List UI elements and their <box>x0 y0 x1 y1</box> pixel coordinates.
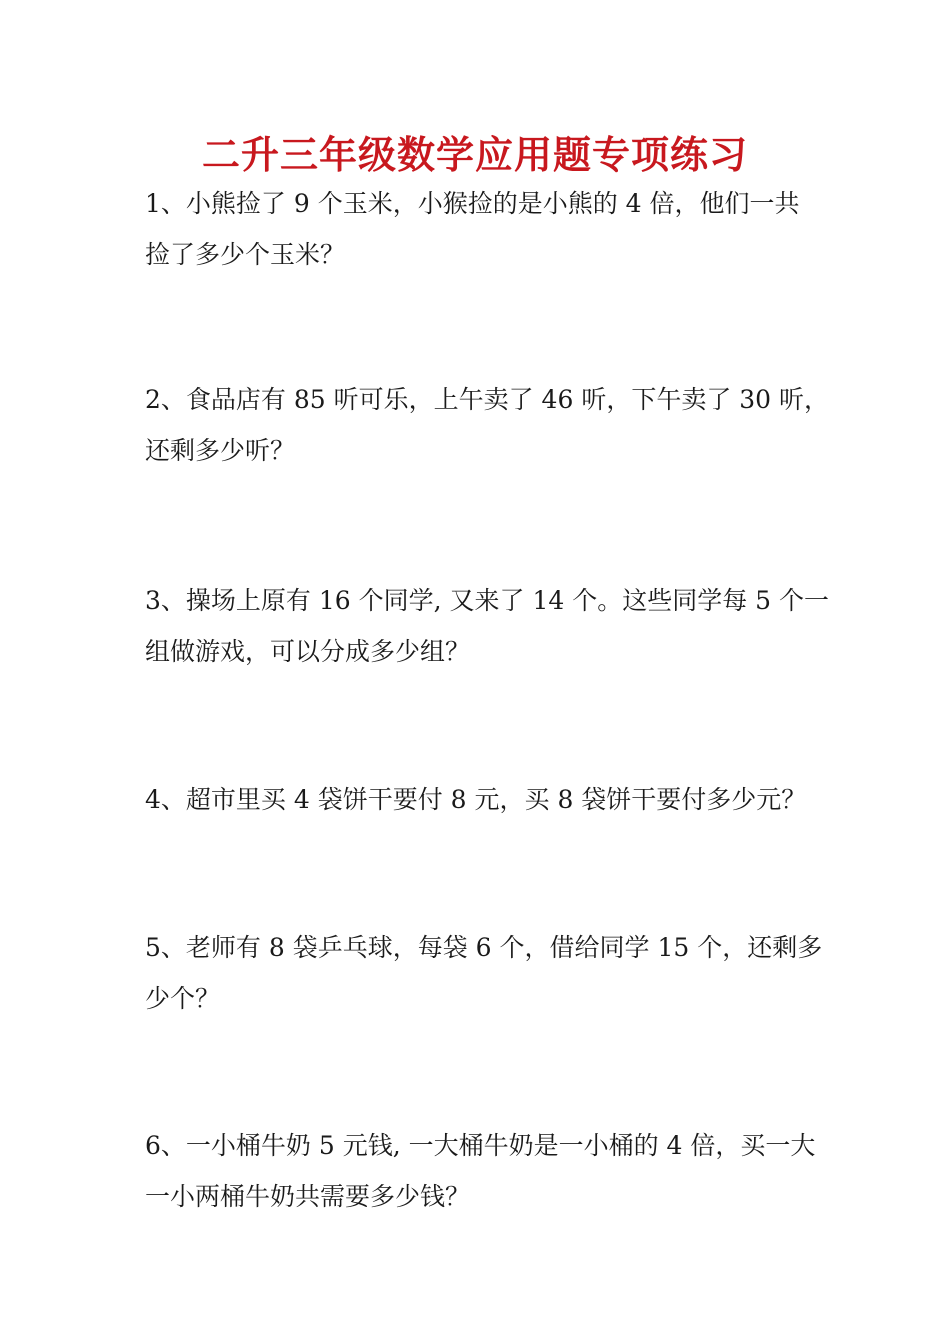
problem-1 <box>145 178 815 280</box>
problem-6 <box>145 1120 815 1222</box>
problem-6-line-2: 一小两桶牛奶共需要多少钱？ <box>145 1182 471 1211</box>
problem-5 <box>145 922 823 1024</box>
page-title: 二升三年级数学应用题专项练习 <box>201 132 748 177</box>
problem-3-line-2: 组做游戏，可以分成多少组？ <box>145 637 471 666</box>
problem-2-line-2: 还剩多少听？ <box>145 436 296 465</box>
problem-1-line-2: 捡了多少个玉米？ <box>145 240 346 269</box>
problem-3-line-1: 3、操场上原有 16 个同学, 又来了 14 个。这些同学每 5 个一 <box>145 586 830 615</box>
problem-5-line-1: 5、老师有 8 袋乒乓球，每袋 6 个，借给同学 15 个，还剩多 <box>145 933 823 962</box>
problem-2 <box>145 374 830 476</box>
problem-2-line-1: 2、食品店有 85 听可乐，上午卖了 46 听，下午卖了 30 听， <box>145 385 830 414</box>
problem-3 <box>145 575 830 677</box>
problem-1-line-1: 1、小熊捡了 9 个玉米，小猴捡的是小熊的 4 倍，他们一共 <box>145 189 800 218</box>
problem-5-line-2: 少个？ <box>145 984 221 1013</box>
problem-4 <box>145 774 815 825</box>
problem-4-line-1: 4、超市里买 4 袋饼干要付 8 元，买 8 袋饼干要付多少元？ <box>145 785 807 814</box>
problem-6-line-1: 6、一小桶牛奶 5 元钱, 一大桶牛奶是一小桶的 4 倍，买一大 <box>145 1131 816 1160</box>
